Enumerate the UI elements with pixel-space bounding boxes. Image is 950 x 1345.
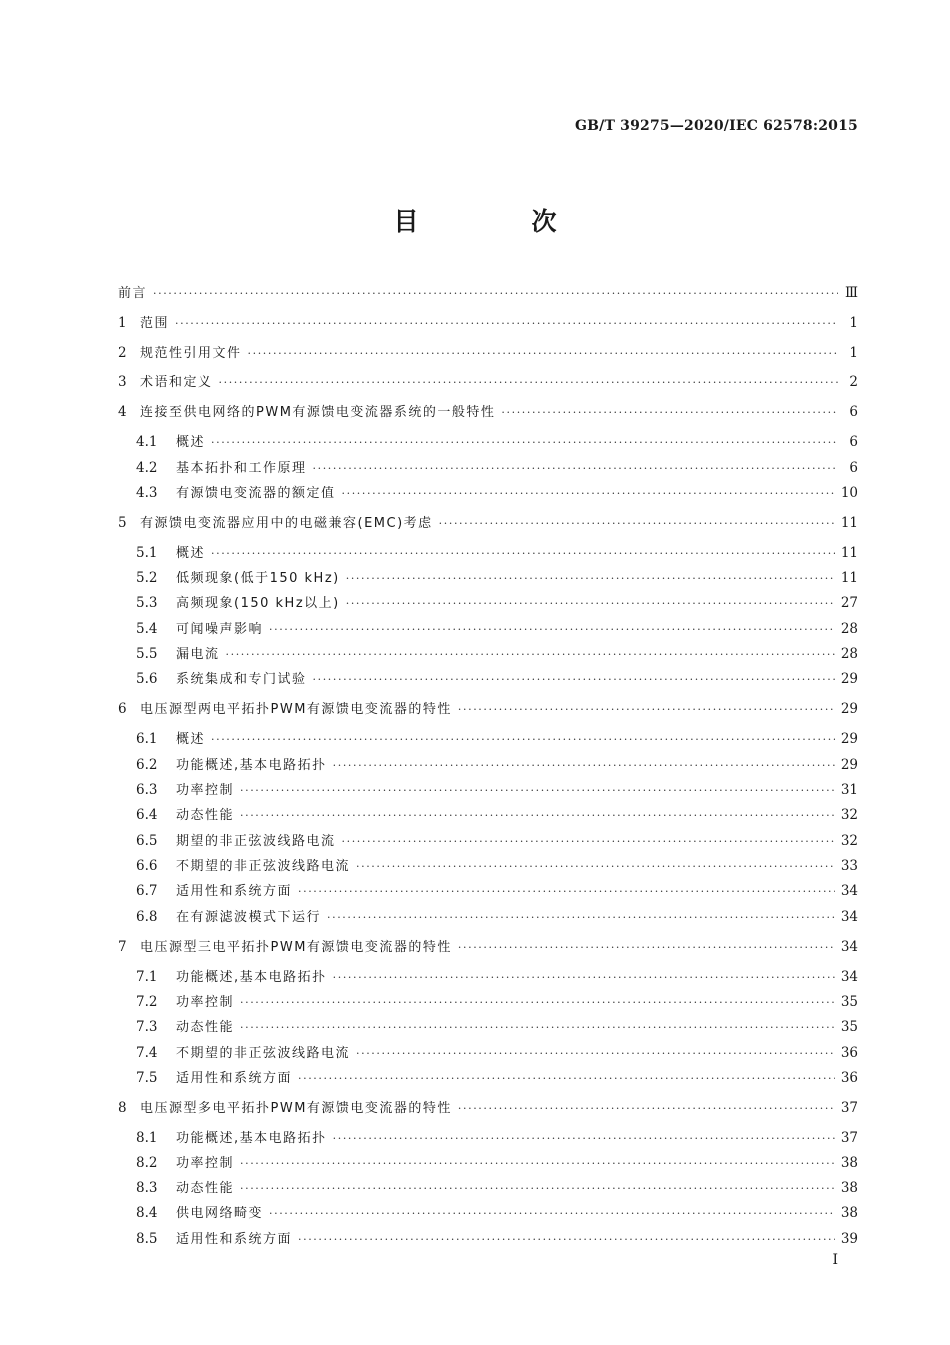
dot-leader [298,1230,835,1250]
toc-entry-page: 34 [840,883,858,899]
toc-entry-title: 电压源型三电平拓扑PWM有源馈电变流器的特性 [140,940,452,955]
toc-subentry[interactable] [136,483,858,503]
dot-leader [240,1179,835,1199]
toc-entry-title: 不期望的非正弦波线路电流 [176,1046,351,1061]
toc-entry-page: 36 [840,1070,858,1086]
toc-entry-page: 29 [840,757,858,773]
toc-entry-page: 38 [840,1205,858,1221]
dot-leader [153,284,838,304]
toc-entry-number: 7.4 [136,1045,158,1061]
dot-leader [219,373,838,393]
toc-entry-page: 10 [840,485,858,501]
toc-subentry[interactable] [136,755,858,775]
toc-entry-number: 8.5 [136,1231,158,1247]
dot-leader [458,938,835,958]
toc-entry-title: 前言 [118,286,148,301]
toc-entry-number: 5.1 [136,545,158,561]
toc-subentry[interactable] [136,729,858,749]
toc-entry-title: 动态性能 [176,808,235,823]
toc-subentry[interactable] [136,907,858,927]
toc-entry[interactable] [118,402,858,422]
toc-subentry[interactable] [136,1153,858,1173]
toc-entry-page: 1 [849,315,858,331]
toc-entry-page: 29 [840,731,858,747]
toc-entry[interactable] [118,699,858,719]
toc-entry-number: 4.3 [136,485,158,501]
dot-leader [346,569,835,589]
dot-leader [333,968,835,988]
toc-entry-page: 32 [840,807,858,823]
toc-entry-title: 在有源滤波模式下运行 [176,910,322,925]
toc-entry-number: 4.2 [136,460,158,476]
toc-entry-title: 概述 [176,546,206,561]
toc-entry-number: 6.6 [136,858,158,874]
dot-leader [327,908,835,928]
toc-entry-title: 功率控制 [176,783,235,798]
toc-entry-page: 29 [840,671,858,687]
toc-entry[interactable] [118,343,858,363]
toc-subentry[interactable] [136,992,858,1012]
toc-entry-title: 功率控制 [176,1156,235,1171]
dot-leader [342,832,835,852]
toc-entry-number: 3 [118,374,127,390]
toc-entry-number: 5.4 [136,621,158,637]
toc-entry-number: 8.1 [136,1130,158,1146]
toc-entry-title: 概述 [176,732,206,747]
page-folio: I [832,1252,838,1268]
standard-id: GB/T 39275—2020/IEC 62578:2015 [574,118,858,134]
toc-entry-number: 6.1 [136,731,158,747]
toc-entry-number: 5.2 [136,570,158,586]
toc-entry-page: 37 [840,1130,858,1146]
toc-subentry[interactable] [136,1043,858,1063]
dot-leader [346,594,835,614]
toc-entry-page: 6 [849,460,858,476]
toc-entry-title: 动态性能 [176,1020,235,1035]
dot-leader [211,433,838,453]
toc-entry-title: 范围 [140,316,170,331]
toc-entry-title: 有源馈电变流器应用中的电磁兼容(EMC)考虑 [140,516,433,531]
dot-leader [356,857,835,877]
toc-entry-page: 34 [840,909,858,925]
toc-entry-title: 概述 [176,435,206,450]
toc-entry-number: 6 [118,701,127,717]
toc-entry-number: 6.7 [136,883,158,899]
toc-entry-page: 28 [840,646,858,662]
toc-subentry[interactable] [136,432,858,452]
toc-entry-page: 28 [840,621,858,637]
toc-entry-title: 功率控制 [176,995,235,1010]
toc-entry-number: 5 [118,515,127,531]
toc-entry-number: 4 [118,404,127,420]
toc-entry-page: 38 [840,1155,858,1171]
toc-subentry[interactable] [136,568,858,588]
toc-entry-number: 5.5 [136,646,158,662]
dot-leader [269,1204,835,1224]
toc-entry-page: 32 [840,833,858,849]
toc-subentry[interactable] [136,967,858,987]
toc-entry-number: 4.1 [136,434,158,450]
toc-entry-number: 6.5 [136,833,158,849]
toc-entry-title: 规范性引用文件 [140,346,242,361]
toc-entry-number: 2 [118,345,127,361]
toc-entry-number: 6.8 [136,909,158,925]
dot-leader [211,544,835,564]
toc-subentry[interactable] [136,669,858,689]
toc-subentry[interactable] [136,1128,858,1148]
toc-subentry[interactable] [136,1178,858,1198]
toc-entry-title: 低频现象(低于150 kHz) [176,571,340,586]
dot-leader [501,403,838,423]
toc-entry-title: 适用性和系统方面 [176,1071,293,1086]
toc-entry-page: 34 [840,939,858,955]
dot-leader [313,459,838,479]
toc-entry-title: 电压源型两电平拓扑PWM有源馈电变流器的特性 [140,702,452,717]
dot-leader [298,882,835,902]
toc-entry-title: 基本拓扑和工作原理 [176,461,307,476]
toc-subentry[interactable] [136,1068,858,1088]
toc-entry[interactable] [118,313,858,333]
toc-entry-page: 35 [840,994,858,1010]
dot-leader [313,670,835,690]
toc-entry-title: 供电网络畸变 [176,1206,264,1221]
page-title: 目 次 [393,207,601,236]
dot-leader [211,730,835,750]
toc-subentry[interactable] [136,1203,858,1223]
toc-entry-number: 7.3 [136,1019,158,1035]
toc-entry-page: 27 [840,595,858,611]
toc-entry-page: 37 [840,1100,858,1116]
toc-entry[interactable] [118,513,858,533]
toc-subentry[interactable] [136,593,858,613]
toc-entry-title: 漏电流 [176,647,220,662]
toc-entry-page: 35 [840,1019,858,1035]
dot-leader [458,1099,835,1119]
dot-leader [226,645,835,665]
toc-entry-number: 6.2 [136,757,158,773]
toc-entry-number: 5.6 [136,671,158,687]
dot-leader [298,1069,835,1089]
dot-leader [240,806,835,826]
dot-leader [269,620,835,640]
toc-subentry[interactable] [136,458,858,478]
toc-entry-title: 术语和定义 [140,375,213,390]
toc-subentry[interactable] [136,619,858,639]
toc-entry-number: 5.3 [136,595,158,611]
toc-entry-page: 6 [849,404,858,420]
toc-entry-page: 11 [840,515,858,531]
toc-entry-number: 8.3 [136,1180,158,1196]
toc-entry-page: 2 [849,374,858,390]
toc-subentry[interactable] [136,831,858,851]
toc-entry-page: 11 [840,570,858,586]
toc-entry-number: 7.5 [136,1070,158,1086]
toc-entry-number: 8.4 [136,1205,158,1221]
toc-entry-title: 功能概述,基本电路拓扑 [176,758,327,773]
dot-leader [240,1154,835,1174]
toc-entry-page: 29 [840,701,858,717]
toc-entry-title: 功能概述,基本电路拓扑 [176,970,327,985]
toc-subentry[interactable] [136,644,858,664]
toc-entry[interactable] [118,1098,858,1118]
toc-entry-title: 期望的非正弦波线路电流 [176,834,336,849]
dot-leader [248,344,838,364]
toc-entry[interactable] [118,937,858,957]
toc-entry-page: 31 [840,782,858,798]
toc-entry[interactable] [118,372,858,392]
dot-leader [333,756,835,776]
toc-entry-number: 7 [118,939,127,955]
toc-entry-title: 适用性和系统方面 [176,1232,293,1247]
toc-entry-page: 11 [840,545,858,561]
toc-entry-number: 6.4 [136,807,158,823]
toc-subentry[interactable] [136,805,858,825]
toc-subentry[interactable] [136,780,858,800]
toc-entry[interactable] [118,283,858,303]
dot-leader [439,514,835,534]
toc-entry-title: 不期望的非正弦波线路电流 [176,859,351,874]
toc-entry-number: 7.1 [136,969,158,985]
toc-entry-title: 高频现象(150 kHz以上) [176,596,340,611]
toc-entry-number: 7.2 [136,994,158,1010]
dot-leader [342,484,835,504]
toc-entry-title: 动态性能 [176,1181,235,1196]
dot-leader [458,700,835,720]
dot-leader [240,1018,835,1038]
toc-subentry[interactable] [136,881,858,901]
dot-leader [175,314,838,334]
dot-leader [356,1044,835,1064]
toc-subentry[interactable] [136,1229,858,1249]
toc-entry-title: 电压源型多电平拓扑PWM有源馈电变流器的特性 [140,1101,452,1116]
toc-subentry[interactable] [136,1017,858,1037]
dot-leader [333,1129,835,1149]
toc-entry-number: 1 [118,315,127,331]
toc-entry-title: 可闻噪声影响 [176,622,264,637]
toc-entry-page: 1 [849,345,858,361]
toc-entry-page: 34 [840,969,858,985]
toc-subentry[interactable] [136,543,858,563]
toc-entry-number: 6.3 [136,782,158,798]
toc-entry-page: 38 [840,1180,858,1196]
toc-entry-title: 连接至供电网络的PWM有源馈电变流器系统的一般特性 [140,405,496,420]
toc-subentry[interactable] [136,856,858,876]
dot-leader [240,993,835,1013]
toc-entry-title: 适用性和系统方面 [176,884,293,899]
toc-entry-page: 33 [840,858,858,874]
toc-entry-title: 功能概述,基本电路拓扑 [176,1131,327,1146]
toc-entry-title: 有源馈电变流器的额定值 [176,486,336,501]
toc-entry-page: 39 [840,1231,858,1247]
dot-leader [240,781,835,801]
toc-entry-page: 36 [840,1045,858,1061]
toc-entry-number: 8 [118,1100,127,1116]
toc-entry-number: 8.2 [136,1155,158,1171]
toc-entry-title: 系统集成和专门试验 [176,672,307,687]
toc-entry-page: Ⅲ [844,285,858,301]
toc-entry-page: 6 [849,434,858,450]
